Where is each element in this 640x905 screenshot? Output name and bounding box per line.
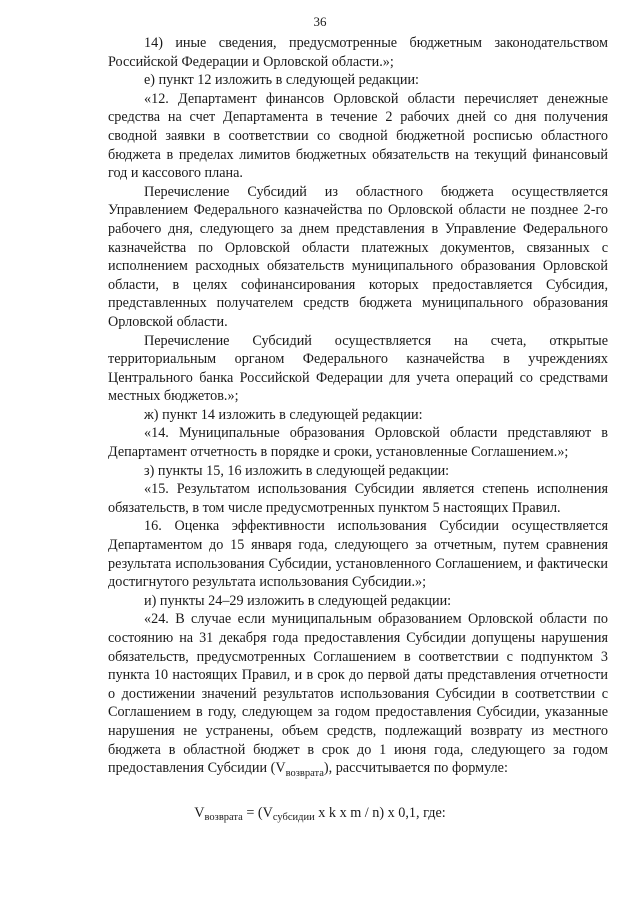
formula-equals: = (V: [242, 805, 273, 821]
formula-sub-vozvrata: возврата: [204, 812, 243, 823]
paragraph-instruction-z: з) пункты 15, 16 изложить в следующей редакции:: [144, 462, 450, 479]
paragraph-item-16: 16. Оценка эффективности использования Субсидии осуществляется Департаментом до 15 января года, следующего за отчетным, путем сравнения результата использования Субсидии, установленного Соглашением, и фактически достигнутого результата использования Субсидии.»;: [108, 518, 608, 591]
paragraph-instruction-zh: ж) пункт 14 изложить в следующей редакции:: [144, 406, 423, 423]
paragraph-item-24-text: «24. В случае если муниципальным образованием Орловской области по состоянию на 31 декабря года предоставления Субсидии допущены нарушения обязательств, предусмотренных Соглашением в соответствии с подпунктом 3 пункта 10 настоящих Правил, и в срок до первой даты представления отчетности о достижении значений результатов использования Субсидии в соответствии с Соглашением в году, следующем за годом предоставления Субсидии, указанные нарушения не устранены, объем средств, подлежащий возврату из местного бюджета в областной бюджет в срок до 1 июня года, следующего за годом предоставления Субсидии (V: [108, 611, 608, 777]
paragraph-item-24: [108, 610, 608, 783]
document-body: [108, 34, 608, 784]
paragraph-item-24-tail: ), рассчитывается по формуле:: [323, 760, 508, 777]
paragraph-transfer-1: Перечисление Субсидий из областного бюджета осуществляется Управлением Федерального казначейства по Орловской области не позднее 2-го рабочего дня, следующего за днем представления в Управление Федерального казначейства по Орловской области платежных документов, связанных с исполнением расходных обязательств муниципального образования Орловской области, в целях софинансирования которых предоставляется Субсидия, представленных получателем средств бюджета муниципального образования Орловской области.: [108, 183, 608, 330]
paragraph-item-14: 14) иные сведения, предусмотренные бюджетным законодательством Российской Федерации и Орловской области.»;: [108, 35, 608, 70]
formula-rest: x k x m / n) x 0,1, где:: [314, 805, 446, 821]
paragraph-instruction-i: и) пункты 24–29 изложить в следующей редакции:: [144, 592, 452, 609]
subscript-vozvrata: возврата: [285, 767, 324, 779]
paragraph-item-15: «15. Результатом использования Субсидии является степень исполнения обязательств, в том числе предусмотренных пунктом 5 настоящих Правил.: [108, 481, 608, 516]
paragraph-item-14-new: «14. Муниципальные образования Орловской области представляют в Департамент отчетность в порядке и сроки, установленные Соглашением.»;: [108, 425, 608, 461]
paragraph-transfer-2: Перечисление Субсидий осуществляется на счета, открытые территориальным органом Федерального казначейства в учреждениях Центрального банка Российской Федерации для учета операций со средствами местных бюджетов.»;: [108, 332, 608, 405]
page-number: 36: [313, 14, 327, 29]
paragraph-instruction-e: е) пункт 12 изложить в следующей редакции:: [144, 72, 419, 89]
formula-v: V: [194, 805, 205, 821]
paragraph-item-12: «12. Департамент финансов Орловской области перечисляет денежные средства на счет Департамента в течение 2 рабочих дней со дня получения сводной заявки в соответствии со сводной бюджетной росписью областного бюджета в пределах лимитов бюджетных обязательств на текущий финансовый год и кассового плана.: [108, 90, 608, 182]
formula: [0, 805, 640, 822]
formula-sub-subsidii: субсидии: [272, 812, 315, 823]
